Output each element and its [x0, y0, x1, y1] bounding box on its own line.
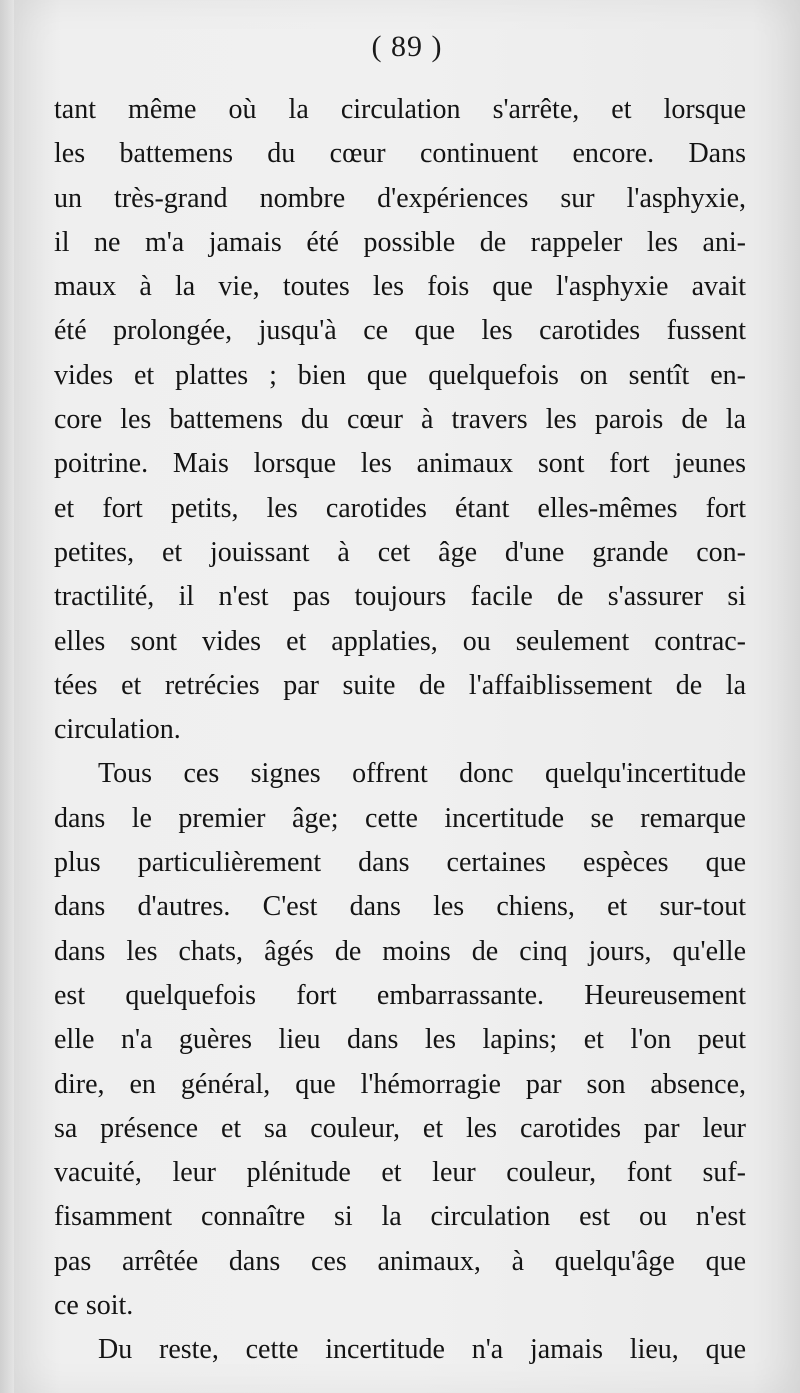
text-line: il ne m'a jamais été possible de rappeler les ani-: [54, 226, 746, 258]
text-line: vides et plattes ; bien que quelquefois on sentît en-: [54, 359, 746, 391]
page-binding-edge: [0, 0, 14, 1393]
text-line: fisamment connaître si la circulation est ou n'est: [54, 1201, 746, 1233]
paragraph-first-line: Tous ces signes offrent donc quelqu'incertitude: [98, 758, 746, 790]
text-line: est quelquefois fort embarrassante. Heureusement: [54, 979, 746, 1011]
text-line: dans les chats, âgés de moins de cinq jours, qu'elle: [54, 935, 746, 967]
text-line: dans le premier âge; cette incertitude se remarque: [54, 802, 746, 834]
text-line: plus particulièrement dans certaines espèces que: [54, 847, 746, 879]
text-line: dans d'autres. C'est dans les chiens, et sur-tout: [54, 891, 746, 923]
text-line: circulation.: [54, 714, 181, 746]
text-line: vacuité, leur plénitude et leur couleur, font suf-: [54, 1157, 746, 1189]
text-line: core les battemens du cœur à travers les parois de la: [54, 404, 746, 436]
page-text: [54, 88, 746, 1373]
book-page: [14, 0, 800, 1393]
paragraph-first-line: Du reste, cette incertitude n'a jamais lieu, que: [98, 1334, 746, 1366]
text-line: et fort petits, les carotides étant elles-mêmes fort: [54, 492, 746, 524]
text-line: sa présence et sa couleur, et les carotides par leur: [54, 1112, 746, 1144]
text-line: un très-grand nombre d'expériences sur l'asphyxie,: [54, 182, 746, 214]
text-line: elles sont vides et applaties, ou seulement contrac-: [54, 625, 746, 657]
text-line: elle n'a guères lieu dans les lapins; et l'on peut: [54, 1024, 746, 1056]
text-line: pas arrêtée dans ces animaux, à quelqu'âge que: [54, 1245, 746, 1277]
text-line: dire, en général, que l'hémorragie par son absence,: [54, 1068, 746, 1100]
text-line: petites, et jouissant à cet âge d'une grande con-: [54, 536, 746, 568]
text-line: tractilité, il n'est pas toujours facile de s'assurer si: [54, 581, 746, 613]
text-line: poitrine. Mais lorsque les animaux sont fort jeunes: [54, 448, 746, 480]
text-line: ce soit.: [54, 1290, 134, 1322]
page-number: ( 89 ): [371, 30, 443, 63]
text-line: les battemens du cœur continuent encore. Dans: [54, 138, 746, 170]
text-line: maux à la vie, toutes les fois que l'asphyxie avait: [54, 271, 746, 303]
text-line: tées et retrécies par suite de l'affaiblissement de la: [54, 669, 746, 701]
text-line: été prolongée, jusqu'à ce que les carotides fussent: [54, 315, 746, 347]
text-line: tant même où la circulation s'arrête, et lorsque: [54, 94, 746, 125]
